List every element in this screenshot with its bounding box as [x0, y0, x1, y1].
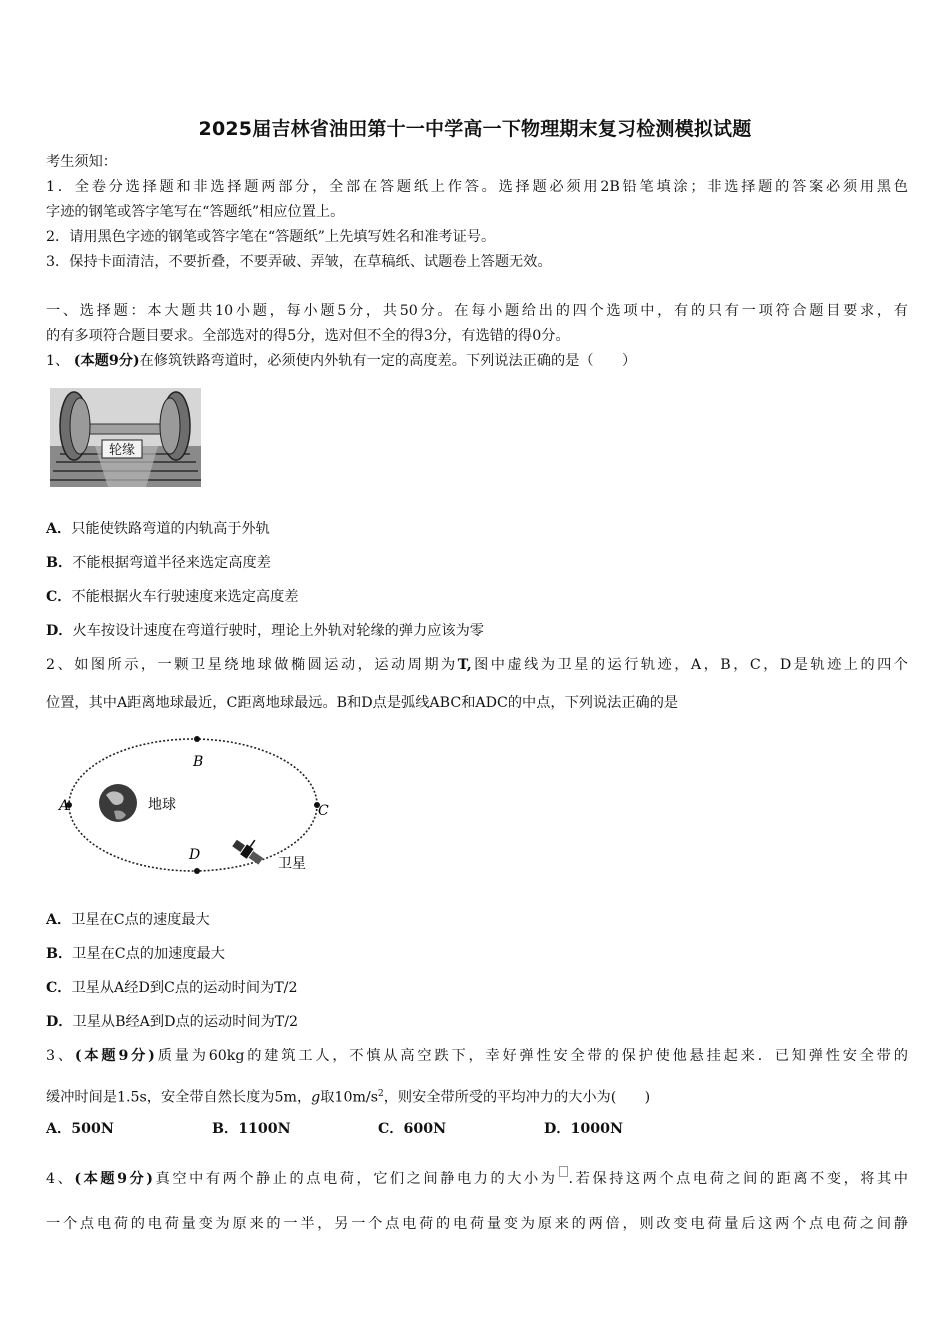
- option-key: D．: [46, 623, 73, 639]
- notice-item-1: 1．全卷分选择题和非选择题两部分，全部在答题纸上作答。选择题必须用2B铅笔填涂；非选择题的答案必须用黑色: [46, 179, 908, 195]
- point-b-marker: [194, 736, 200, 742]
- notice-item-3: 3．保持卡面清洁，不要折叠，不要弄破、弄皱，在草稿纸、试题卷上答题无效。: [46, 254, 552, 270]
- option-key: B．: [46, 946, 73, 962]
- question-3-text-a: 缓冲时间是1.5s，安全带自然长度为5m，: [46, 1089, 312, 1106]
- rail-wheel-flange-label: 轮缘: [108, 443, 136, 458]
- section-intro-line-1: 一、选择题：本大题共10小题，每小题5分，共50分。在每小题给出的四个选项中，有的只有一项符合题目要求，有: [46, 303, 908, 319]
- option-text: 火车按设计速度在弯道行驶时，理论上外轨对轮缘的弹力应该为零: [72, 623, 484, 639]
- question-1-number: 1、: [46, 353, 70, 369]
- question-3-stem-line-2: [46, 1084, 908, 1108]
- question-3-option-d[interactable]: [544, 1119, 623, 1139]
- satellite-label: 卫星: [278, 856, 306, 872]
- option-key: D．: [544, 1121, 571, 1137]
- orbit-diagram: [56, 733, 340, 877]
- question-1-option-b[interactable]: [46, 553, 271, 573]
- unit-exponent: 2: [378, 1089, 384, 1099]
- question-2-text-b: 图中虚线为卫星的运行轨迹，A，B，C，D是轨迹上的四个: [471, 657, 908, 673]
- question-3-text: 质量为60kg的建筑工人，不慎从高空跌下，幸好弹性安全带的保护使他悬挂起来．已知弹性安全带的: [154, 1048, 908, 1064]
- option-key: C．: [46, 980, 72, 996]
- question-2-period-symbol: T,: [457, 657, 472, 673]
- question-2-stem-line-2: 位置，其中A距离地球最近，C距离地球最远。B和D点是弧线ABC和ADC的中点，下列说法正确的是: [46, 695, 679, 711]
- option-text: 不能根据火车行驶速度来选定高度差: [71, 589, 299, 605]
- earth-label: 地球: [148, 797, 176, 813]
- point-b-label: B: [193, 754, 204, 770]
- earth-icon: [99, 784, 137, 822]
- option-text: 1000N: [570, 1121, 623, 1137]
- option-text: 卫星在C点的速度最大: [71, 912, 210, 928]
- question-1-option-c[interactable]: [46, 587, 299, 607]
- question-3-option-c[interactable]: [378, 1119, 544, 1139]
- section-intro-line-2: 的有多项符合题目要求。全部选对的得5分，选对但不全的得3分，有选错的得0分。: [46, 328, 570, 344]
- question-2-option-b[interactable]: [46, 944, 225, 964]
- question-3-option-b[interactable]: [212, 1119, 378, 1139]
- option-text: 1100N: [238, 1121, 291, 1137]
- question-3-options: [46, 1119, 623, 1139]
- question-4-marks: (本题9分): [74, 1171, 154, 1187]
- point-a-label: A: [59, 798, 70, 814]
- satellite-orbit-figure: [56, 733, 340, 877]
- question-1-stem: [46, 351, 908, 371]
- question-1-marks: (本题9分): [73, 353, 140, 369]
- question-3-option-a[interactable]: [46, 1119, 212, 1139]
- notice-item-2: 2．请用黑色字迹的钢笔或答字笔在“答题纸”上先填写姓名和准考证号。: [46, 229, 496, 245]
- satellite-icon: [231, 832, 269, 867]
- question-1-option-d[interactable]: [46, 621, 484, 641]
- question-1-text: 在修筑铁路弯道时，必须使内外轨有一定的高度差。下列说法正确的是（ ）: [139, 353, 637, 369]
- option-key: A．: [46, 912, 72, 928]
- notice-heading: 考生须知：: [46, 154, 117, 170]
- option-key: B．: [46, 555, 73, 571]
- option-text: 卫星从A经D到C点的运动时间为T/2: [71, 980, 298, 996]
- rail-wheel-figure: [50, 388, 201, 487]
- option-text: 卫星从B经A到D点的运动时间为T/2: [72, 1014, 299, 1030]
- point-d-marker: [194, 868, 200, 874]
- question-3-marks: (本题9分): [74, 1048, 155, 1064]
- question-4-stem-line-1: [46, 1166, 908, 1189]
- question-4-stem-line-2: 一个点电荷的电荷量变为原来的一半，另一个点电荷的电荷量变为原来的两倍，则改变电荷量后这两个点电荷之间静: [46, 1216, 908, 1232]
- missing-formula-placeholder: [559, 1166, 568, 1177]
- question-3-stem-line-1: [46, 1046, 908, 1066]
- option-text: 500N: [71, 1121, 114, 1137]
- option-key: A．: [46, 521, 72, 537]
- point-d-label: D: [189, 847, 201, 863]
- question-4-text-a: 真空中有两个静止的点电荷，它们之间静电力的大小为: [153, 1171, 558, 1187]
- question-3-text-b: 取10m/s: [320, 1089, 378, 1106]
- question-4-text-b: .若保持这两个点电荷之间的距离不变，将其中: [568, 1171, 908, 1187]
- option-key: C．: [46, 589, 72, 605]
- option-text: 卫星在C点的加速度最大: [72, 946, 225, 962]
- question-4-number: 4、: [46, 1171, 75, 1187]
- question-3-number: 3、: [46, 1048, 75, 1064]
- point-c-label: C: [318, 803, 329, 819]
- question-2-option-d[interactable]: [46, 1012, 298, 1032]
- question-2-option-c[interactable]: [46, 978, 297, 998]
- question-2-stem-line-1: [46, 655, 908, 675]
- rail-wheel-illustration: [50, 388, 201, 487]
- option-text: 600N: [403, 1121, 447, 1137]
- option-key: A．: [46, 1121, 72, 1137]
- option-text: 只能使铁路弯道的内轨高于外轨: [71, 521, 270, 537]
- question-3-text-c: ，则安全带所受的平均冲力的大小为( ): [383, 1089, 651, 1106]
- page-title: 2025届吉林省油田第十一中学高一下物理期末复习检测模拟试题: [198, 118, 752, 140]
- option-text: 不能根据弯道半径来选定高度差: [72, 555, 271, 571]
- question-2-text-a: 2、如图所示，一颗卫星绕地球做椭圆运动，运动周期为: [46, 657, 458, 673]
- gravity-symbol: g: [311, 1089, 321, 1106]
- option-key: B．: [212, 1121, 239, 1137]
- question-1-option-a[interactable]: [46, 519, 270, 539]
- question-2-option-a[interactable]: [46, 910, 210, 930]
- notice-item-1-cont: 字迹的钢笔或答字笔写在“答题纸”相应位置上。: [46, 204, 345, 220]
- option-key: C．: [378, 1121, 404, 1137]
- option-key: D．: [46, 1014, 73, 1030]
